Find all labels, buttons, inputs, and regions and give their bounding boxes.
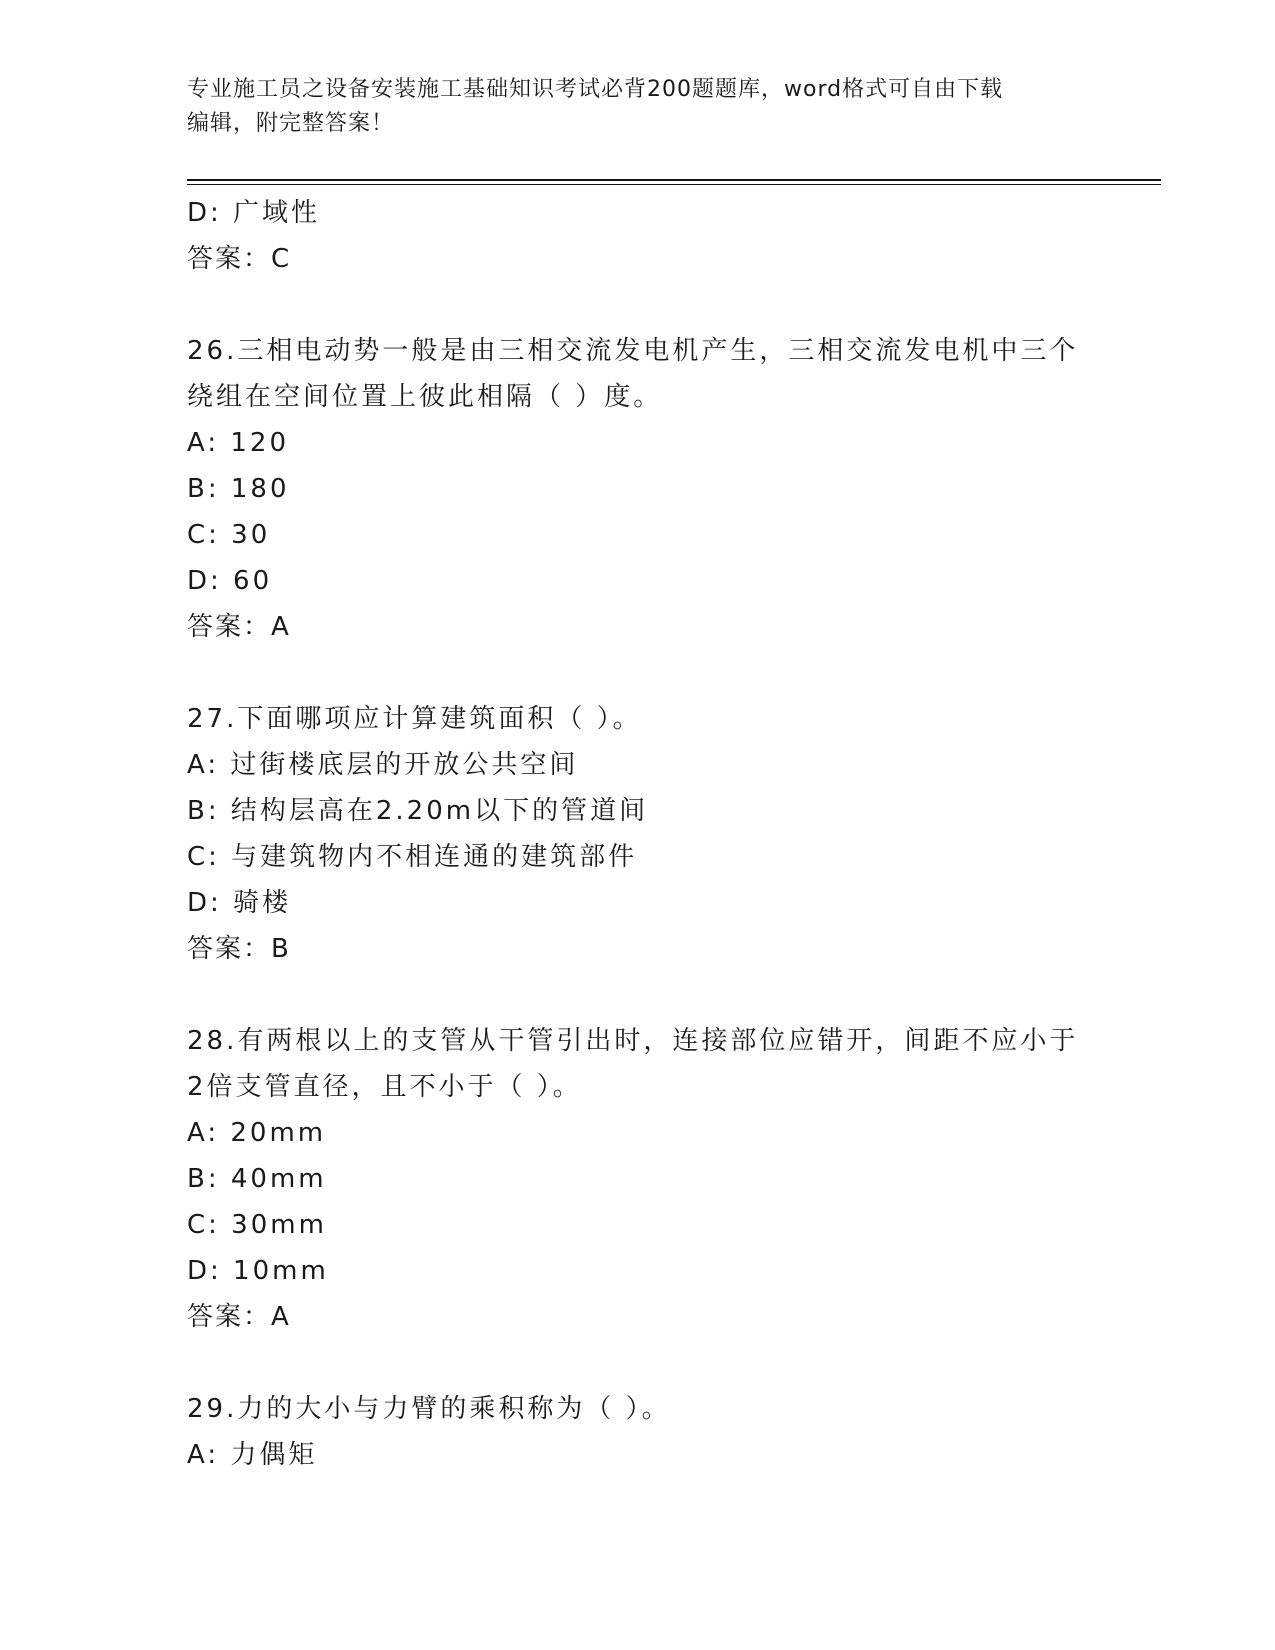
question-stem: 2倍支管直径，且不小于（ ）。 — [187, 1072, 582, 1102]
option-a: A: 力偶矩 — [187, 1440, 318, 1470]
question-list — [187, 190, 1107, 1478]
question-stem: 27.下面哪项应计算建筑面积（ ）。 — [187, 704, 642, 734]
answer-line: 答案：A — [187, 1302, 291, 1332]
answer-line: 答案：A — [187, 612, 291, 642]
option-c: C: 30 — [187, 520, 271, 550]
header-divider-thin — [187, 184, 1161, 185]
header-divider-thick — [187, 179, 1161, 181]
option-c: C: 与建筑物内不相连通的建筑部件 — [187, 842, 638, 872]
question-28 — [187, 1018, 1107, 1340]
spacer — [187, 650, 1107, 696]
spacer — [187, 1340, 1107, 1386]
header-line-2: 编辑，附完整答案！ — [187, 111, 395, 136]
option-b: B: 40mm — [187, 1164, 327, 1194]
question-27 — [187, 696, 1107, 972]
option-a: A: 20mm — [187, 1118, 327, 1148]
option-b: B: 结构层高在2.20m以下的管道间 — [187, 796, 649, 826]
option-c: C: 30mm — [187, 1210, 327, 1240]
spacer — [187, 972, 1107, 1018]
option-a: A: 过街楼底层的开放公共空间 — [187, 750, 579, 780]
option-d: D: 60 — [187, 566, 273, 596]
answer-line: 答案：B — [187, 934, 291, 964]
option-d: D: 骑楼 — [187, 888, 292, 918]
question-stem: 29.力的大小与力臂的乘积称为（ ）。 — [187, 1394, 671, 1424]
question-29 — [187, 1386, 1107, 1478]
option-d: D: 10mm — [187, 1256, 329, 1286]
header-line-1: 专业施工员之设备安装施工基础知识考试必背200题题库，word格式可自由下载 — [187, 77, 1004, 102]
option-d: D: 广域性 — [187, 198, 321, 228]
spacer — [187, 282, 1107, 328]
option-a: A: 120 — [187, 428, 289, 458]
question-stem: 28.有两根以上的支管从干管引出时，连接部位应错开，间距不应小于 — [187, 1026, 1079, 1056]
question-stem: 26.三相电动势一般是由三相交流发电机产生，三相交流发电机中三个 — [187, 336, 1079, 366]
question-26 — [187, 328, 1107, 650]
question-stem: 绕组在空间位置上彼此相隔（ ）度。 — [187, 382, 663, 412]
document-header — [187, 73, 1087, 141]
answer-line: 答案：C — [187, 244, 292, 274]
option-b: B: 180 — [187, 474, 290, 504]
